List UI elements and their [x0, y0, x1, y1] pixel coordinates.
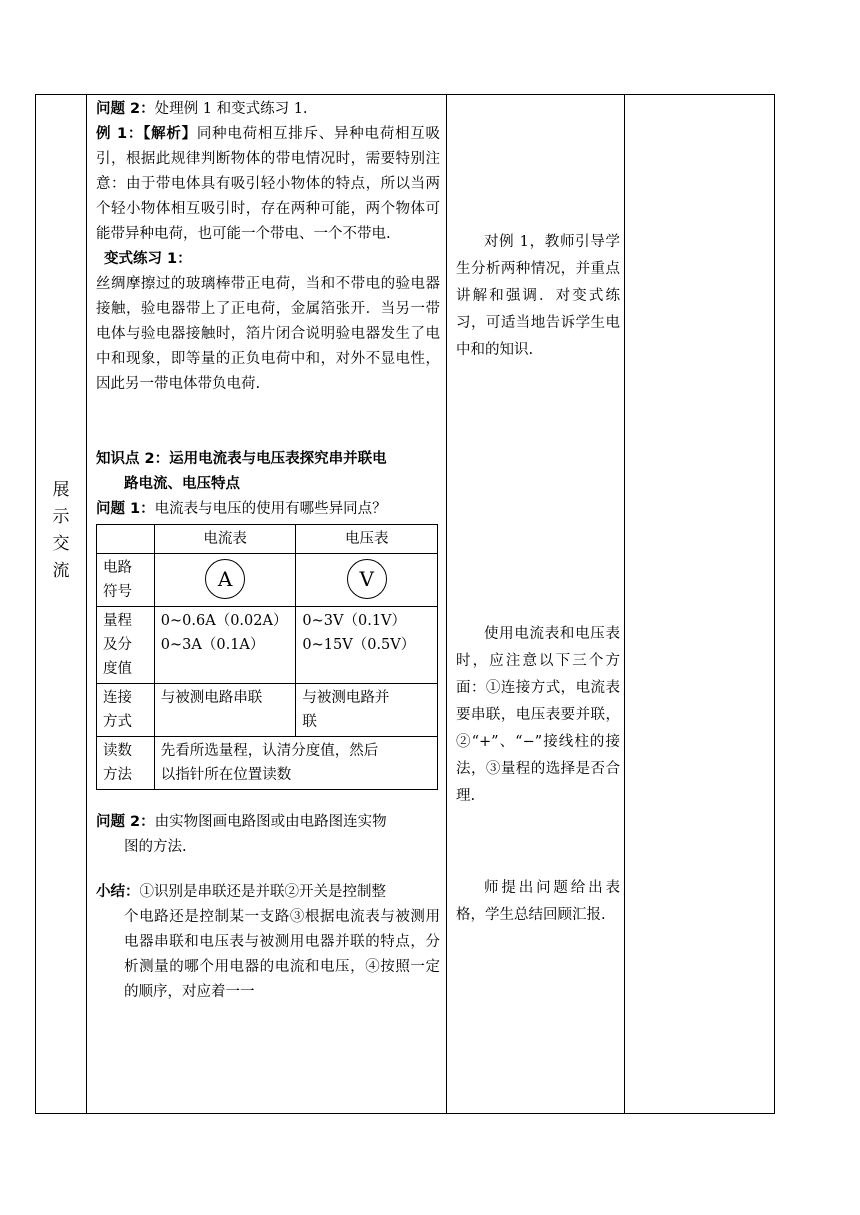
question-2: 问题 2：处理例 1 和变式练习 1. [96, 101, 308, 117]
question-1: 问题 1：电流表与电压的使用有哪些异同点？ [96, 501, 387, 517]
section-label: 展 示 交 流 [52, 480, 70, 581]
table-row: 电流表 电压表 [97, 525, 438, 554]
column-divider [86, 95, 87, 1113]
table-row: 量程 及分 度值 0~0.6A（0.02A） 0~3A（0.1A） 0~3V（0.1V） 0~15V（0.5V） [97, 607, 438, 684]
meter-comparison-table [96, 524, 438, 790]
table-row: 连接 方式 与被测电路串联 与被测电路并 联 [97, 684, 438, 737]
ammeter-symbol: A [205, 559, 245, 599]
table-row: 读数 方法 先看所选量程，认清分度值，然后 以指针所在位置读数 [97, 737, 438, 790]
content-column: 问题 2：处理例 1 和变式练习 1. 例 1：【解析】同种电荷相互排斥、异种电荷相互吸引，根据此规律判断物体的带电情况时，需要特别注意：由于带电体具有吸引轻小物体的特点，所以当两个轻小物体相互吸引时，存在两种可能，两个物体可能带异种电荷，也可能一个带电、一个不带电. 变式练习 1： 丝绸摩擦过的玻璃棒带正电荷，当和不带电的验电器接触，验电器带上了正电荷，金属箔张开．当另一带电体与验电器接触时，箔片闭合说明验电器发生了电中和现象，即等量的正负电荷中和，对外不显电性，因此另一带电体带负电荷. 知识点 2：运用电流表与电压表探究串并联电 路电流、电压特点 问题 1：电流表与电压的使用有哪些异同点？ 电流表 电压表 电路 符号 A V 量程 及分 度值 0~0.6A（0.02A） 0~3A（0.1A） 0~3V（0.1V） 0~15V（0.5V） 连接 方式 与被测电路串联 与被测电路并 联 读数 方法 先看所选量程，认清分度值，然后 以指针所在位置读数 问题 2：由实物图画电路图或由电路图连实物 图的方法. 小结：①识别是串联还是并联②开关是控制整 个电路还是控制某一支路③根据电流表与被测用电器串联和电压表与被测用电器并联的特点，分析测量的哪个用电器的电流和电压，④按照一定的顺序，对应着一一 [96, 97, 440, 1005]
teacher-note-1: 对例 1，教师引导学生分析两种情况，并重点讲解和强调．对变式练习，可适当地告诉学生电中和的知识. [456, 234, 620, 358]
example-1: 例 1：【解析】同种电荷相互排斥、异种电荷相互吸引，根据此规律判断物体的带电情况时，需要特别注意：由于带电体具有吸引轻小物体的特点，所以当两个轻小物体相互吸引时，存在两种可能，两个物体可能带异种电荷，也可能一个带电、一个不带电. [96, 126, 441, 242]
column-divider [624, 95, 625, 1113]
lesson-table [35, 94, 775, 1114]
voltmeter-symbol: V [347, 559, 387, 599]
question-2b: 问题 2：由实物图画电路图或由电路图连实物 [96, 814, 387, 830]
variant-1-text: 丝绸摩擦过的玻璃棒带正电荷，当和不带电的验电器接触，验电器带上了正电荷，金属箔张开．当另一带电体与验电器接触时，箔片闭合说明验电器发生了电中和现象，即等量的正负电荷中和，对外不显电性，因此另一带电体带负电荷. [96, 276, 440, 392]
table-row: 电路 符号 A V [97, 554, 438, 607]
variant-1-title: 变式练习 1： [104, 251, 192, 267]
knowledge-point-2: 知识点 2：运用电流表与电压表探究串并联电 [96, 451, 387, 467]
teacher-note-2: 使用电流表和电压表时，应注意以下三个方面：①连接方式，电流表要串联，电压表要并联，②“+”、“−”接线柱的接法，③量程的选择是否合理. [456, 626, 620, 804]
teacher-note-3: 师提出问题给出表格，学生总结回顾汇报. [456, 880, 620, 923]
summary: 小结：①识别是串联还是并联②开关是控制整 [96, 884, 386, 900]
column-divider [446, 95, 447, 1113]
